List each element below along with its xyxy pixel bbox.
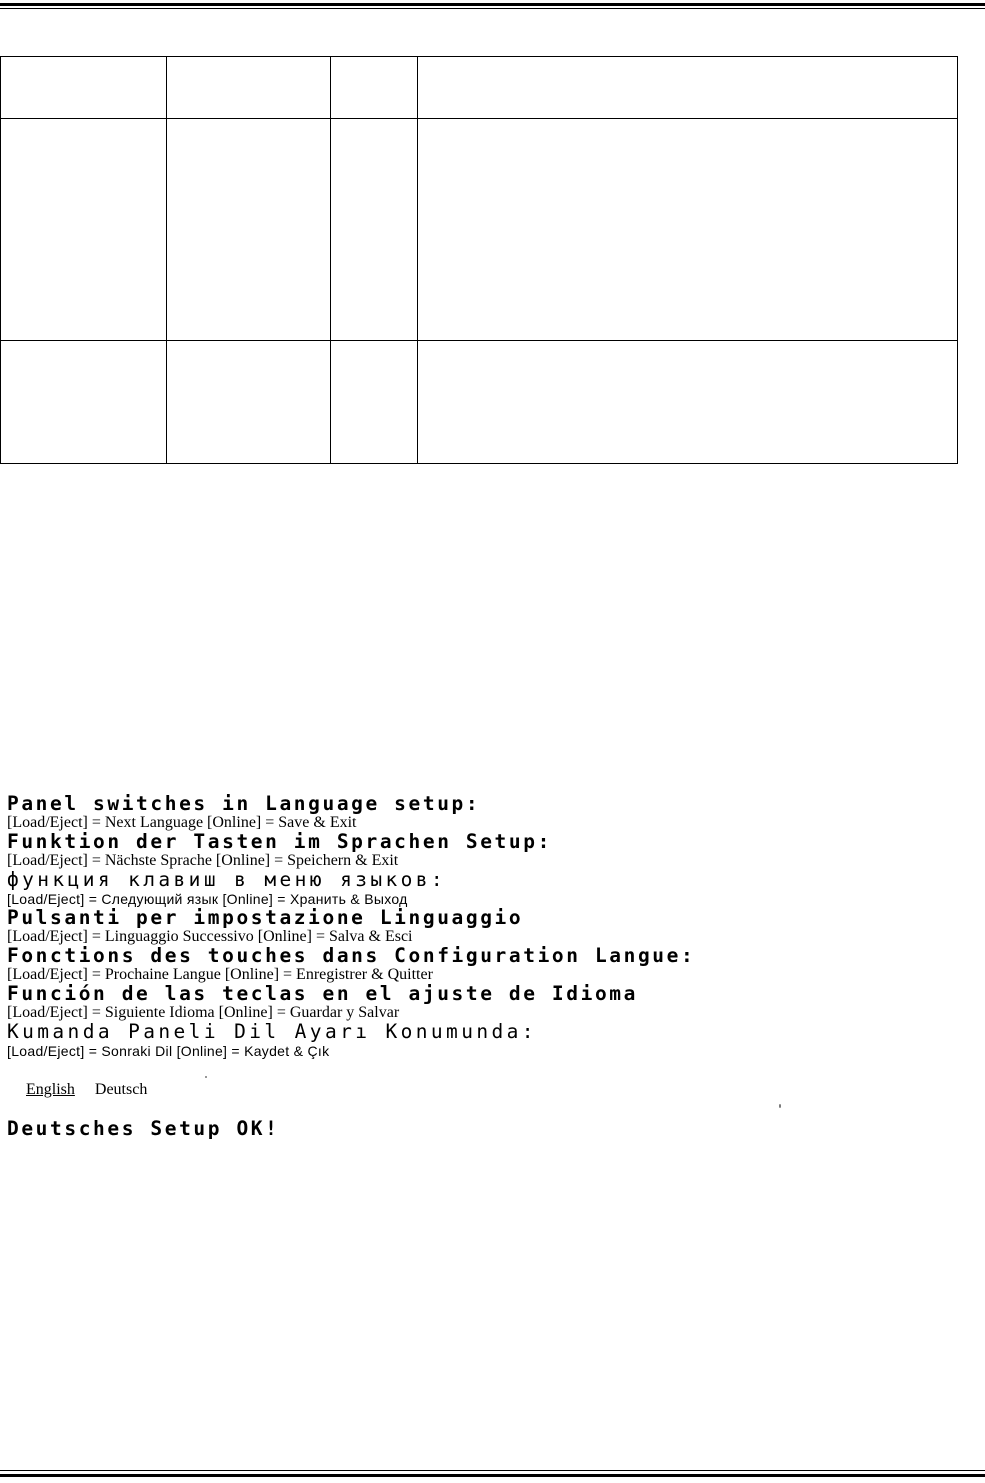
printout-heading: Panel switches in Language setup: [7, 792, 481, 815]
printout-key-line: [Load/Eject] = Sonraki Dil [Online] = Kaydet & Çık [7, 1043, 330, 1059]
table-row [1, 57, 958, 119]
table-cell [418, 57, 958, 119]
printout-key-line: [Load/Eject] = Next Language [Online] = Save & Exit [7, 814, 357, 831]
table-cell [418, 341, 958, 464]
table-cell [331, 119, 418, 341]
language-english: English [26, 1081, 75, 1098]
language-deutsch: Deutsch [94, 1081, 148, 1098]
printout-heading: Fonctions des touches dans Configuration Langue: [7, 944, 696, 967]
footer-rule [0, 1470, 985, 1477]
table-cell [1, 341, 167, 464]
printer-sample-printout [7, 794, 967, 1139]
table-cell [167, 57, 331, 119]
language-list [7, 1080, 967, 1100]
printout-key-line: [Load/Eject] = Следующий язык [Online] = Хранить & Выход [7, 891, 408, 907]
table-row [1, 341, 958, 464]
printout-heading: Funktion der Tasten im Sprachen Setup: [7, 830, 552, 853]
printout-heading: Kumanda Paneli Dil Ayarı Konumunda: [7, 1020, 537, 1043]
printout-heading: Pulsanti per impostazione Linguaggio [7, 906, 524, 929]
table-cell [331, 57, 418, 119]
print-speck [205, 1076, 207, 1078]
table-cell [167, 341, 331, 464]
table-cell [1, 119, 167, 341]
table-cell [418, 119, 958, 341]
print-speck [779, 1104, 781, 1108]
printout-key-line: [Load/Eject] = Nächste Sprache [Online] = Speichern & Exit [7, 852, 399, 869]
table-cell [167, 119, 331, 341]
printout-heading: Función de las teclas en el ajuste de Idioma [7, 982, 638, 1005]
printout-heading: функция клавиш в меню языков: [7, 868, 447, 891]
table-cell [331, 341, 418, 464]
table-row [1, 119, 958, 341]
setup-status: Deutsches Setup OK! [7, 1117, 280, 1140]
printout-key-line: [Load/Eject] = Linguaggio Successivo [Online] = Salva & Esci [7, 928, 413, 945]
header-rule [0, 3, 985, 9]
printout-key-line: [Load/Eject] = Prochaine Langue [Online] = Enregistrer & Quitter [7, 966, 433, 983]
table-cell [1, 57, 167, 119]
blank-table [0, 56, 958, 464]
printout-key-line: [Load/Eject] = Siguiente Idioma [Online] = Guardar y Salvar [7, 1004, 400, 1021]
